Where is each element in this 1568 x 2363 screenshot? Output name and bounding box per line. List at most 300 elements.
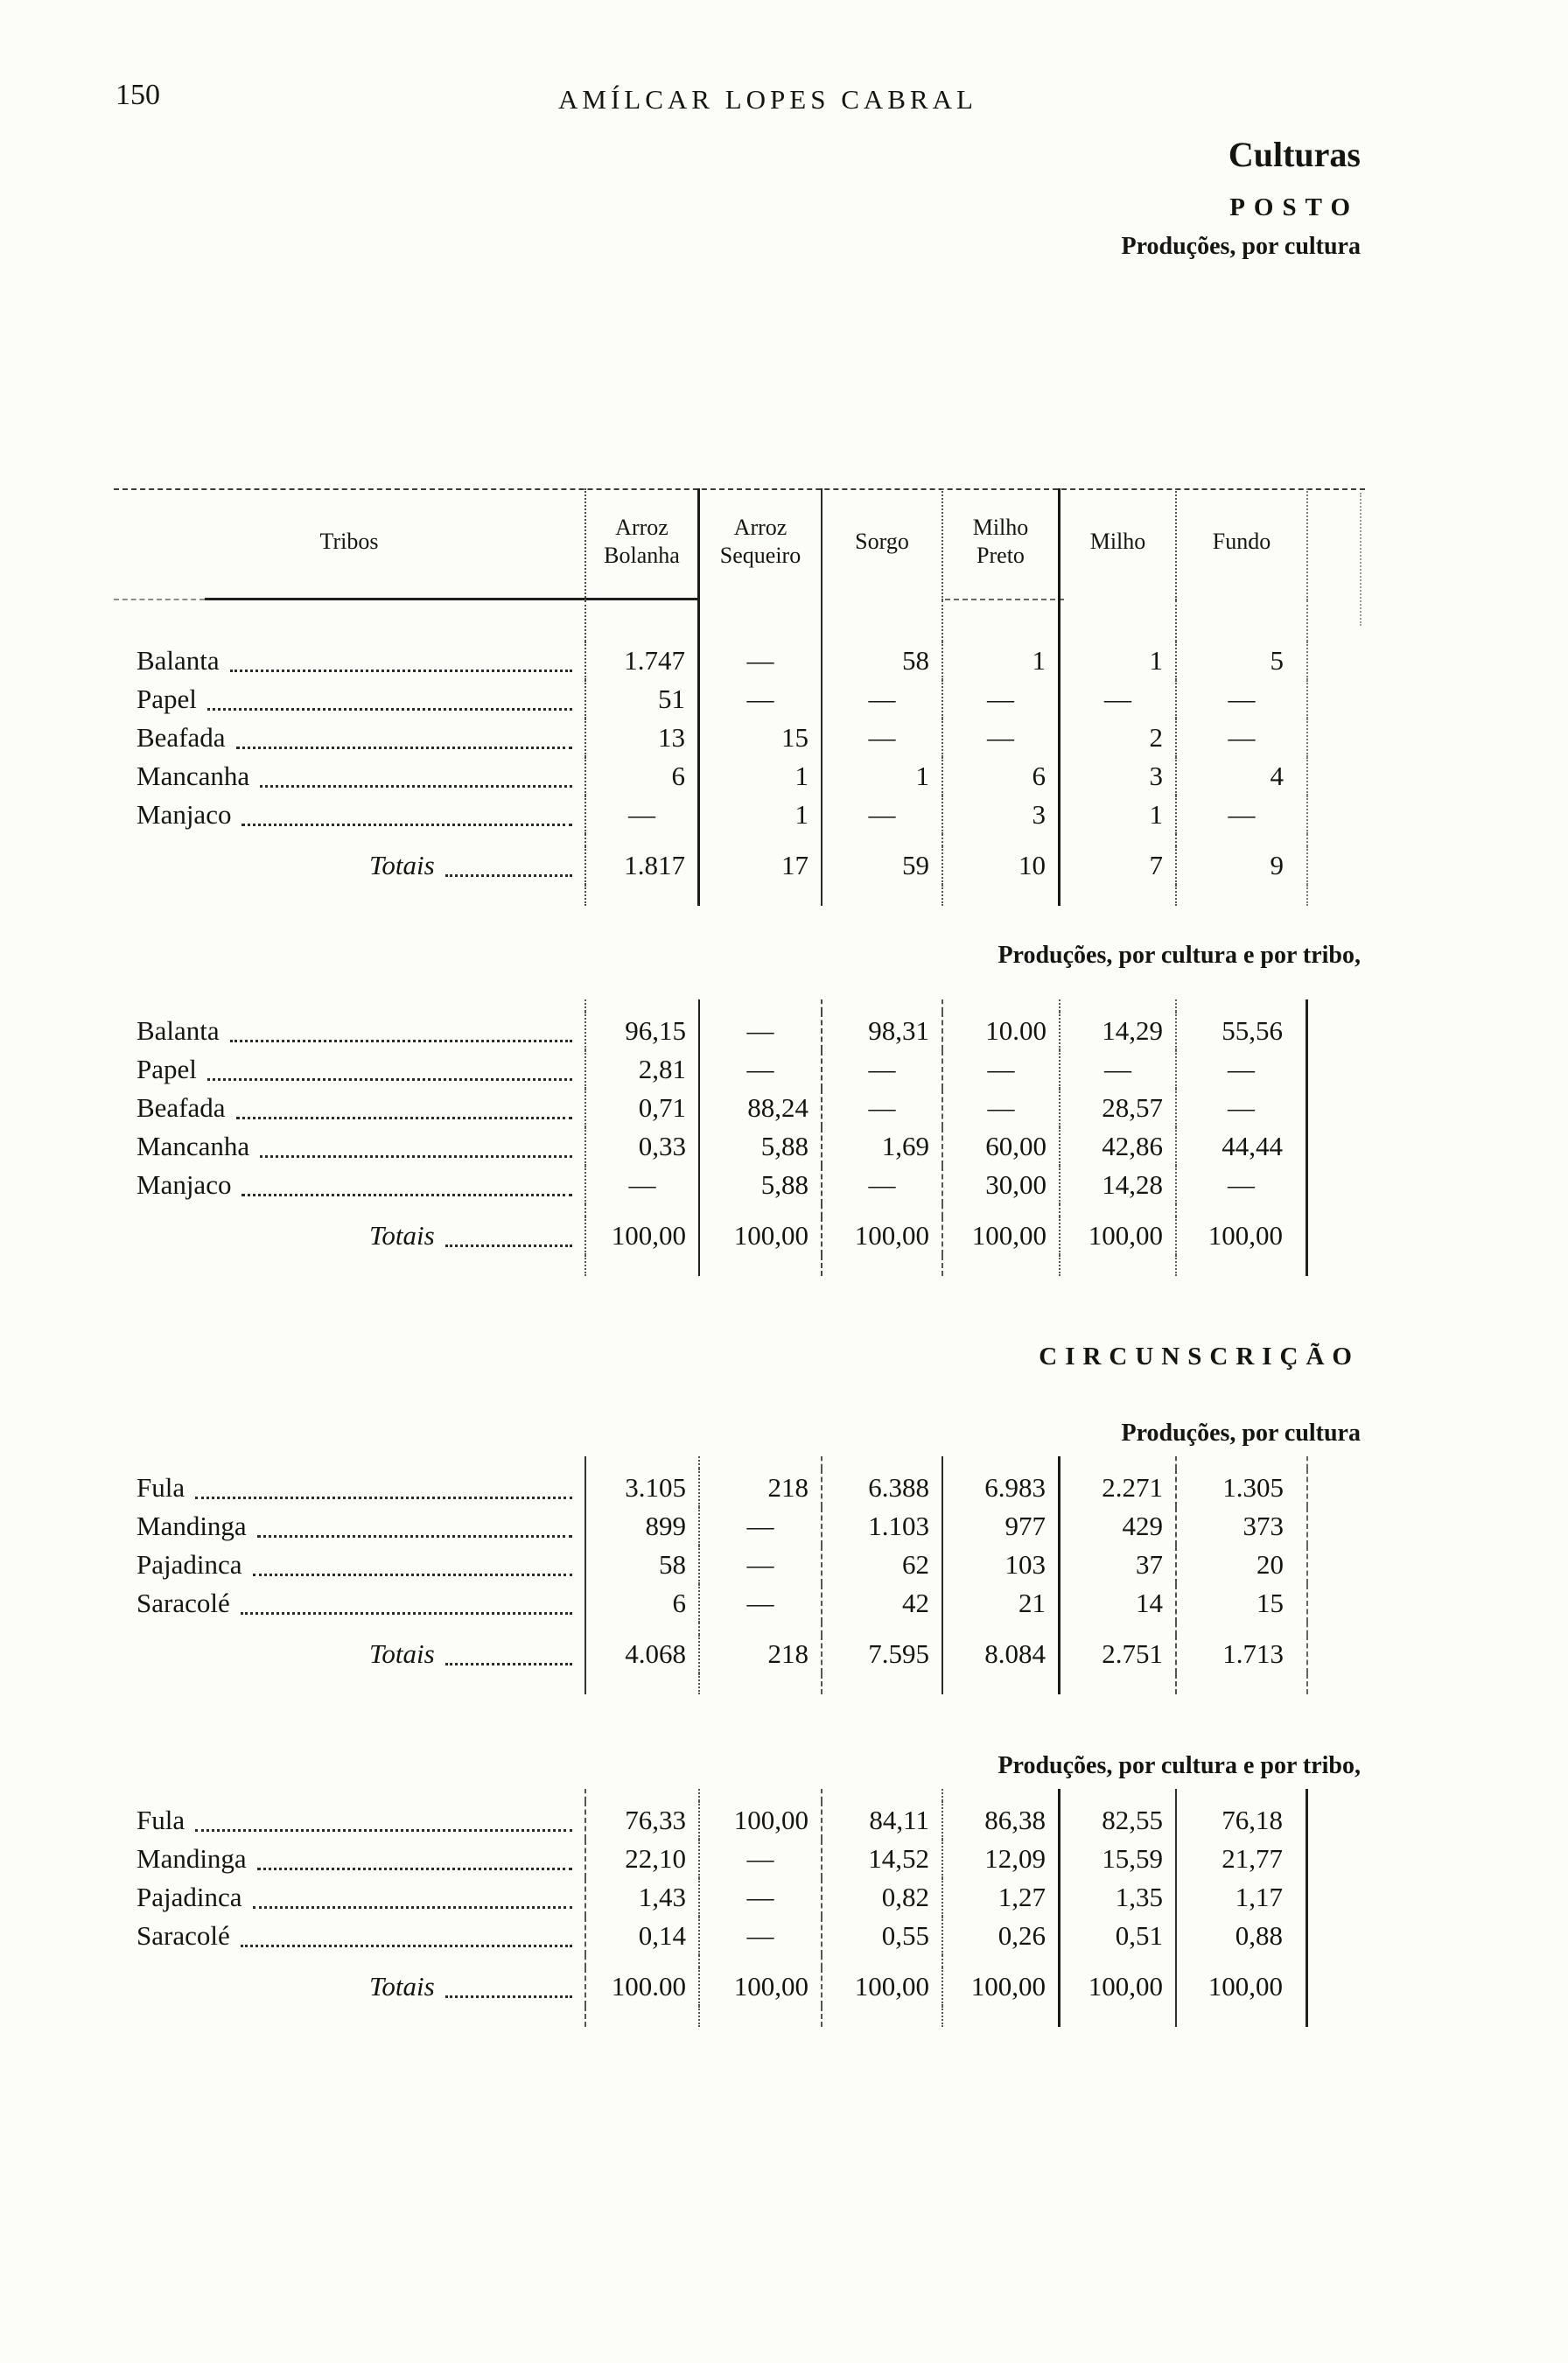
value-cell: 82,55 [1060,1801,1177,1840]
row-label: Balanta [136,645,220,676]
spacer-cell [943,1456,1060,1469]
dot-leader [195,1497,572,1499]
value-cell: 14 [1060,1584,1177,1623]
empty-value-cell: — [700,1012,822,1050]
spacer-cell [1177,1673,1308,1694]
spacer-cell [1060,1673,1177,1694]
spacer-cell [586,1955,700,1967]
row-label: Manjaco [136,1169,232,1200]
spacer-cell [586,999,700,1012]
spacer-cell [1060,885,1177,906]
table-row [114,1050,1308,1089]
empty-value-cell: — [822,1089,943,1127]
totals-row [114,846,1308,885]
value-cell: 1,43 [586,1878,700,1917]
value-cell: 2.271 [1060,1469,1177,1507]
spacer-cell [822,834,943,846]
spacer-cell [1177,1456,1308,1469]
spacer-cell [943,834,1060,846]
spacer-cell [1177,1255,1308,1276]
value-cell: 58 [822,642,943,680]
empty-value-cell: — [700,680,822,719]
value-cell: 0,88 [1177,1917,1308,1955]
value-cell: 977 [943,1507,1060,1546]
value-cell: 51 [586,680,700,719]
value-cell: 1,69 [822,1127,943,1166]
dot-leader [257,1535,572,1538]
empty-value-cell: — [1177,1089,1308,1127]
value-cell: 1 [1060,796,1177,834]
dot-leader [445,1663,572,1665]
value-cell: 429 [1060,1507,1177,1546]
spacer-cell [114,1456,586,1469]
value-cell: 6 [586,1584,700,1623]
row-label: Mandinga [136,1843,247,1874]
row-label-cell [114,846,586,885]
spacer-cell [822,1204,943,1217]
table-right-edge-rule [1360,493,1362,626]
table-header-row [114,488,1308,600]
value-cell: 100,00 [1177,1217,1308,1255]
spacer-cell [114,999,586,1012]
value-cell: 3 [943,796,1060,834]
spacer-cell [114,600,586,642]
spacer-cell [1177,1955,1308,1967]
table-circunscricao-por-cultura [114,1456,1367,1694]
table-row [114,642,1308,680]
value-cell: 1 [700,796,822,834]
spacer-cell [700,1955,822,1967]
value-cell: 30,00 [943,1166,1060,1204]
empty-value-cell: — [822,1166,943,1204]
value-cell: 3.105 [586,1469,700,1507]
row-label: Mancanha [136,1131,250,1161]
table-tail [114,1673,1308,1694]
column-header-milho-preto: Milho Preto [943,488,1060,600]
table-row [114,1878,1308,1917]
value-cell: 8.084 [943,1635,1060,1673]
spacer-cell [1177,2006,1308,2027]
value-cell: 0,14 [586,1917,700,1955]
spacer-cell [1060,1456,1177,1469]
row-label-cell [114,1546,586,1584]
row-label-cell [114,642,586,680]
value-cell: 96,15 [586,1012,700,1050]
posto-subheading-por-cultura: Produções, por cultura [1121,233,1361,260]
table-row [114,796,1308,834]
spacer-cell [114,2006,586,2027]
spacer-cell [586,2006,700,2027]
spacer-cell [700,885,822,906]
spacer-cell [700,1673,822,1694]
table-row [114,1507,1308,1546]
row-label: Saracolé [136,1588,230,1618]
value-cell: 2,81 [586,1050,700,1089]
dot-leader [241,1612,572,1615]
value-cell: 100,00 [1177,1967,1308,2006]
table-circunscricao-por-cultura-e-tribo [114,1789,1367,2027]
value-cell: 7.595 [822,1635,943,1673]
table-pad [114,999,1308,1012]
dot-leader [445,1995,572,1998]
value-cell: 13 [586,719,700,757]
value-cell: 15 [700,719,822,757]
value-cell: 14,28 [1060,1166,1177,1204]
empty-value-cell: — [1177,719,1308,757]
posto-subheading-por-tribo: Produções, por cultura e por tribo, [998,942,1361,969]
row-label: Totais [369,1220,435,1251]
value-cell: 15 [1177,1584,1308,1623]
row-label: Pajadinca [136,1882,242,1912]
spacer-cell [586,834,700,846]
value-cell: 218 [700,1635,822,1673]
spacer-cell [700,1255,822,1276]
row-label-cell [114,1840,586,1878]
value-cell: 1,27 [943,1878,1060,1917]
value-cell: 42,86 [1060,1127,1177,1166]
empty-value-cell: — [943,1050,1060,1089]
row-label: Beafada [136,1092,226,1123]
value-cell: 5,88 [700,1166,822,1204]
value-cell: 6.388 [822,1469,943,1507]
spacer-cell [700,1789,822,1801]
empty-value-cell: — [822,719,943,757]
row-label-cell [114,1878,586,1917]
value-cell: 62 [822,1546,943,1584]
value-cell: 1.713 [1177,1635,1308,1673]
value-cell: 1.747 [586,642,700,680]
spacer-cell [586,600,700,642]
value-cell: 1 [700,757,822,796]
empty-value-cell: — [1177,1050,1308,1089]
spacer-cell [822,999,943,1012]
row-label: Papel [136,1054,197,1084]
dot-leader [445,1245,572,1247]
value-cell: 0,82 [822,1878,943,1917]
empty-value-cell: — [943,1089,1060,1127]
spacer-cell [114,885,586,906]
value-cell: 88,24 [700,1089,822,1127]
page-number: 150 [116,79,160,111]
dot-leader [260,785,572,788]
spacer-cell [114,1255,586,1276]
empty-value-cell: — [1060,1050,1177,1089]
spacer-cell [1177,834,1308,846]
spacer-cell [822,2006,943,2027]
table-gap [114,834,1308,846]
row-label: Mandinga [136,1511,247,1541]
totals-row [114,1635,1308,1673]
table-pad [114,1789,1308,1801]
row-label-cell [114,1507,586,1546]
spacer-cell [114,1204,586,1217]
value-cell: 100,00 [700,1217,822,1255]
dot-leader [253,1906,572,1909]
value-cell: 4 [1177,757,1308,796]
table-row [114,1840,1308,1878]
empty-value-cell: — [700,1840,822,1878]
empty-value-cell: — [700,1584,822,1623]
row-label: Manjaco [136,799,232,830]
value-cell: 55,56 [1177,1012,1308,1050]
spacer-cell [700,834,822,846]
dot-leader [242,824,572,826]
value-cell: 7 [1060,846,1177,885]
row-label-cell [114,1635,586,1673]
row-label-cell [114,1166,586,1204]
value-cell: 5 [1177,642,1308,680]
table-row [114,680,1308,719]
spacer-cell [943,1673,1060,1694]
value-cell: 0,51 [1060,1917,1177,1955]
empty-value-cell: — [586,1166,700,1204]
value-cell: 899 [586,1507,700,1546]
spacer-cell [114,834,586,846]
dot-leader [260,1155,572,1158]
spacer-cell [1177,1204,1308,1217]
spacer-cell [586,1456,700,1469]
value-cell: 1,35 [1060,1878,1177,1917]
table-row [114,1917,1308,1955]
spacer-cell [943,1623,1060,1635]
spacer-cell [114,1789,586,1801]
value-cell: 100,00 [822,1217,943,1255]
dot-leader [445,874,572,877]
dot-leader [230,670,572,672]
totals-row [114,1967,1308,2006]
value-cell: 76,33 [586,1801,700,1840]
value-cell: 9 [1177,846,1308,885]
spacer-cell [700,1623,822,1635]
value-cell: 37 [1060,1546,1177,1584]
table-posto-por-cultura [114,488,1367,906]
spacer-cell [586,1623,700,1635]
value-cell: 21 [943,1584,1060,1623]
empty-value-cell: — [1177,680,1308,719]
empty-value-cell: — [822,1050,943,1089]
row-label: Beafada [136,722,226,753]
spacer-cell [943,1789,1060,1801]
row-label-cell [114,1469,586,1507]
value-cell: 100,00 [700,1967,822,2006]
totals-row [114,1217,1308,1255]
spacer-cell [700,999,822,1012]
running-head: AMÍLCAR LOPES CABRAL [558,84,977,115]
value-cell: 100,00 [943,1217,1060,1255]
column-header-sorgo: Sorgo [822,488,943,600]
spacer-cell [1060,1255,1177,1276]
spacer-cell [700,1204,822,1217]
row-label: Saracolé [136,1920,230,1951]
row-label: Fula [136,1472,186,1503]
row-label: Totais [369,1971,435,2002]
empty-value-cell: — [1177,796,1308,834]
value-cell: 21,77 [1177,1840,1308,1878]
dot-leader [230,1040,572,1042]
spacer-cell [822,1255,943,1276]
empty-value-cell: — [700,1050,822,1089]
row-label: Totais [369,850,435,880]
value-cell: 58 [586,1546,700,1584]
row-label-cell [114,1917,586,1955]
empty-value-cell: — [700,642,822,680]
column-header-milho: Milho [1060,488,1177,600]
value-cell: 0,55 [822,1917,943,1955]
empty-value-cell: — [1060,680,1177,719]
value-cell: 6.983 [943,1469,1060,1507]
value-cell: 3 [1060,757,1177,796]
value-cell: 0,33 [586,1127,700,1166]
table-posto-por-cultura-e-tribo [114,999,1367,1276]
spacer-cell [943,1204,1060,1217]
value-cell: 44,44 [1177,1127,1308,1166]
value-cell: 1 [1060,642,1177,680]
row-label-cell [114,680,586,719]
row-label: Balanta [136,1015,220,1046]
spacer-cell [1177,999,1308,1012]
value-cell: 59 [822,846,943,885]
value-cell: 22,10 [586,1840,700,1878]
table-tail [114,1255,1308,1276]
table-gap [114,1204,1308,1217]
column-header-arroz-bolanha: Arroz Bolanha [586,488,700,600]
spacer-cell [1177,1789,1308,1801]
value-cell: 84,11 [822,1801,943,1840]
value-cell: 17 [700,846,822,885]
spacer-cell [1177,600,1308,642]
spacer-cell [822,1955,943,1967]
value-cell: 100,00 [822,1967,943,2006]
spacer-cell [943,1955,1060,1967]
value-cell: 6 [943,757,1060,796]
value-cell: 10.00 [943,1012,1060,1050]
table-row [114,757,1308,796]
spacer-cell [586,1204,700,1217]
spacer-cell [943,1255,1060,1276]
empty-value-cell: — [700,1917,822,1955]
row-label-cell [114,796,586,834]
spacer-cell [822,1456,943,1469]
empty-value-cell: — [1177,1166,1308,1204]
table-row [114,1012,1308,1050]
spacer-cell [700,1456,822,1469]
page-title: Culturas [1228,135,1361,174]
value-cell: 60,00 [943,1127,1060,1166]
value-cell: 100.00 [586,1967,700,2006]
empty-value-cell: — [700,1507,822,1546]
spacer-cell [1060,600,1177,642]
value-cell: 6 [586,757,700,796]
empty-value-cell: — [943,719,1060,757]
row-label: Totais [369,1638,435,1669]
value-cell: 2 [1060,719,1177,757]
table-row [114,1801,1308,1840]
empty-value-cell: — [700,1546,822,1584]
dot-leader [207,1078,572,1081]
value-cell: 100,00 [943,1967,1060,2006]
section-heading-circunscricao: CIRCUNSCRIÇÃO [1039,1343,1360,1371]
spacer-cell [586,1255,700,1276]
spacer-cell [586,1789,700,1801]
spacer-cell [822,885,943,906]
row-label: Fula [136,1805,186,1835]
table-pad [114,600,1308,642]
value-cell: 5,88 [700,1127,822,1166]
value-cell: 20 [1177,1546,1308,1584]
value-cell: 100,00 [1060,1967,1177,2006]
value-cell: 42 [822,1584,943,1623]
dot-leader [195,1829,572,1832]
spacer-cell [114,1673,586,1694]
table-row [114,1546,1308,1584]
row-label-cell [114,1217,586,1255]
table-row [114,1584,1308,1623]
table-tail [114,885,1308,906]
row-label-cell [114,1089,586,1127]
value-cell: 28,57 [1060,1089,1177,1127]
circunscricao-subheading-por-cultura: Produções, por cultura [1121,1420,1361,1447]
value-cell: 76,18 [1177,1801,1308,1840]
row-label-cell [114,1012,586,1050]
value-cell: 373 [1177,1507,1308,1546]
row-label: Mancanha [136,761,250,791]
dot-leader [207,708,572,711]
section-heading-posto: POSTO [1229,193,1359,221]
spacer-cell [943,999,1060,1012]
spacer-cell [1060,1955,1177,1967]
value-cell: 1,17 [1177,1878,1308,1917]
table-tail [114,2006,1308,2027]
spacer-cell [1060,834,1177,846]
spacer-cell [822,1789,943,1801]
empty-value-cell: — [822,680,943,719]
value-cell: 2.751 [1060,1635,1177,1673]
column-header-arroz-sequeiro: Arroz Sequeiro [700,488,822,600]
row-label-cell [114,1127,586,1166]
dot-leader [236,1117,572,1119]
value-cell: 14,29 [1060,1012,1177,1050]
column-header-tribos: Tribos [114,488,586,600]
spacer-cell [1060,1204,1177,1217]
dot-leader [241,1945,572,1947]
row-label-cell [114,1584,586,1623]
spacer-cell [1060,2006,1177,2027]
spacer-cell [700,600,822,642]
spacer-cell [586,1673,700,1694]
value-cell: 1.103 [822,1507,943,1546]
row-label-cell [114,1967,586,2006]
value-cell: 98,31 [822,1012,943,1050]
value-cell: 4.068 [586,1635,700,1673]
value-cell: 0,71 [586,1089,700,1127]
row-label-cell [114,719,586,757]
value-cell: 1.817 [586,846,700,885]
row-label-cell [114,1801,586,1840]
value-cell: 15,59 [1060,1840,1177,1878]
spacer-cell [1177,1623,1308,1635]
value-cell: 1 [943,642,1060,680]
table-pad [114,1456,1308,1469]
row-label-cell [114,757,586,796]
spacer-cell [943,885,1060,906]
circunscricao-subheading-por-tribo: Produções, por cultura e por tribo, [998,1752,1361,1779]
value-cell: 1 [822,757,943,796]
value-cell: 100,00 [700,1801,822,1840]
spacer-cell [943,2006,1060,2027]
spacer-cell [822,1623,943,1635]
spacer-cell [114,1623,586,1635]
value-cell: 14,52 [822,1840,943,1878]
